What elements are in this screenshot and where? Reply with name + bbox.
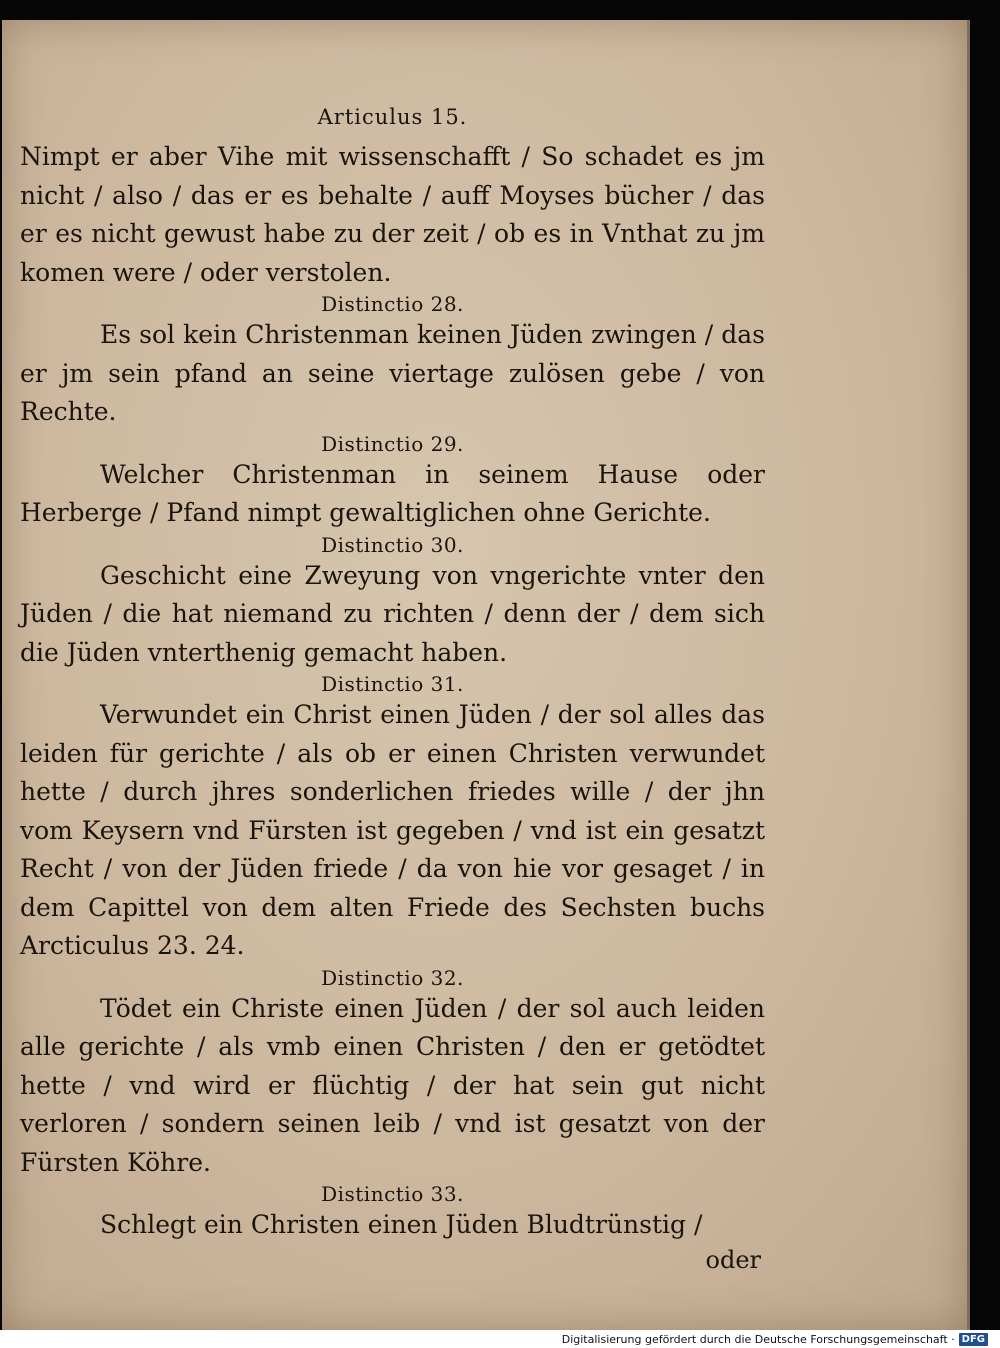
catchword: oder [705,1245,761,1274]
paragraph: Schlegt ein Christen einen Jüden Bludtrünstig / [100,1210,703,1239]
dfg-logo-icon: DFG [959,1333,988,1346]
paragraph: Es sol kein Christenman keinen Jüden zwingen / das er jm sein pfand an seine viertage zulösen gebe / von Rechte. [20,320,765,426]
distinctio-heading: Distinctio 28. [321,292,464,316]
running-head: Articulus 15. [317,105,468,129]
book-page [2,20,967,1330]
funding-notice: Digitalisierung gefördert durch die Deutsche Forschungsgemeinschaft · [561,1332,955,1346]
paragraph: Tödet ein Christe einen Jüden / der sol auch leiden alle gerichte / als vmb einen Christen / den er getödtet hette / vnd wird er flüchtig / der hat sein gut nicht verloren / sondern seinen leib / vnd ist gesatzt von der Fürsten Köhre. [20,993,765,1177]
paragraph: Nimpt er aber Vihe mit wissenschafft / So schadet es jm nicht / also / das er es behalte / auff Moyses bücher / das er es nicht gewust habe zu der zeit / ob es in Vnthat zu jm komen were / oder verstolen. [20,142,765,287]
paragraph: Geschicht eine Zweyung von vngerichte vnter den Jüden / die hat niemand zu richten / denn der / dem sich die Jüden vnterthenig gemacht haben. [20,560,765,667]
distinctio-heading: Distinctio 30. [321,532,464,557]
distinctio-heading: Distinctio 31. [321,672,464,696]
paragraph: Welcher Christenman in seinem Hause oder Herberge / Pfand nimpt gewaltiglichen ohne Gerichte. [20,459,765,527]
distinctio-heading: Distinctio 29. [321,431,464,456]
page-text [20,100,765,1275]
distinctio-heading: Distinctio 33. [321,1182,464,1206]
text-blocks [20,138,765,1275]
page-edge [967,20,970,1330]
paragraph: Verwundet ein Christ einen Jüden / der sol alles das leiden für gerichte / als ob er einen Christen verwundet hette / durch jhres sonderlichen friedes wille / der jhn vom Keysern vnd Fürsten ist gegeben / vnd ist ein gesatzt Recht / von der Jüden friede / da von hie vor gesaget / in dem Capittel von dem alten Friede des Sechsten buchs Arcticulus 23. 24. [20,700,765,960]
distinctio-heading: Distinctio 32. [321,965,464,990]
footer-bar [0,1330,1000,1348]
